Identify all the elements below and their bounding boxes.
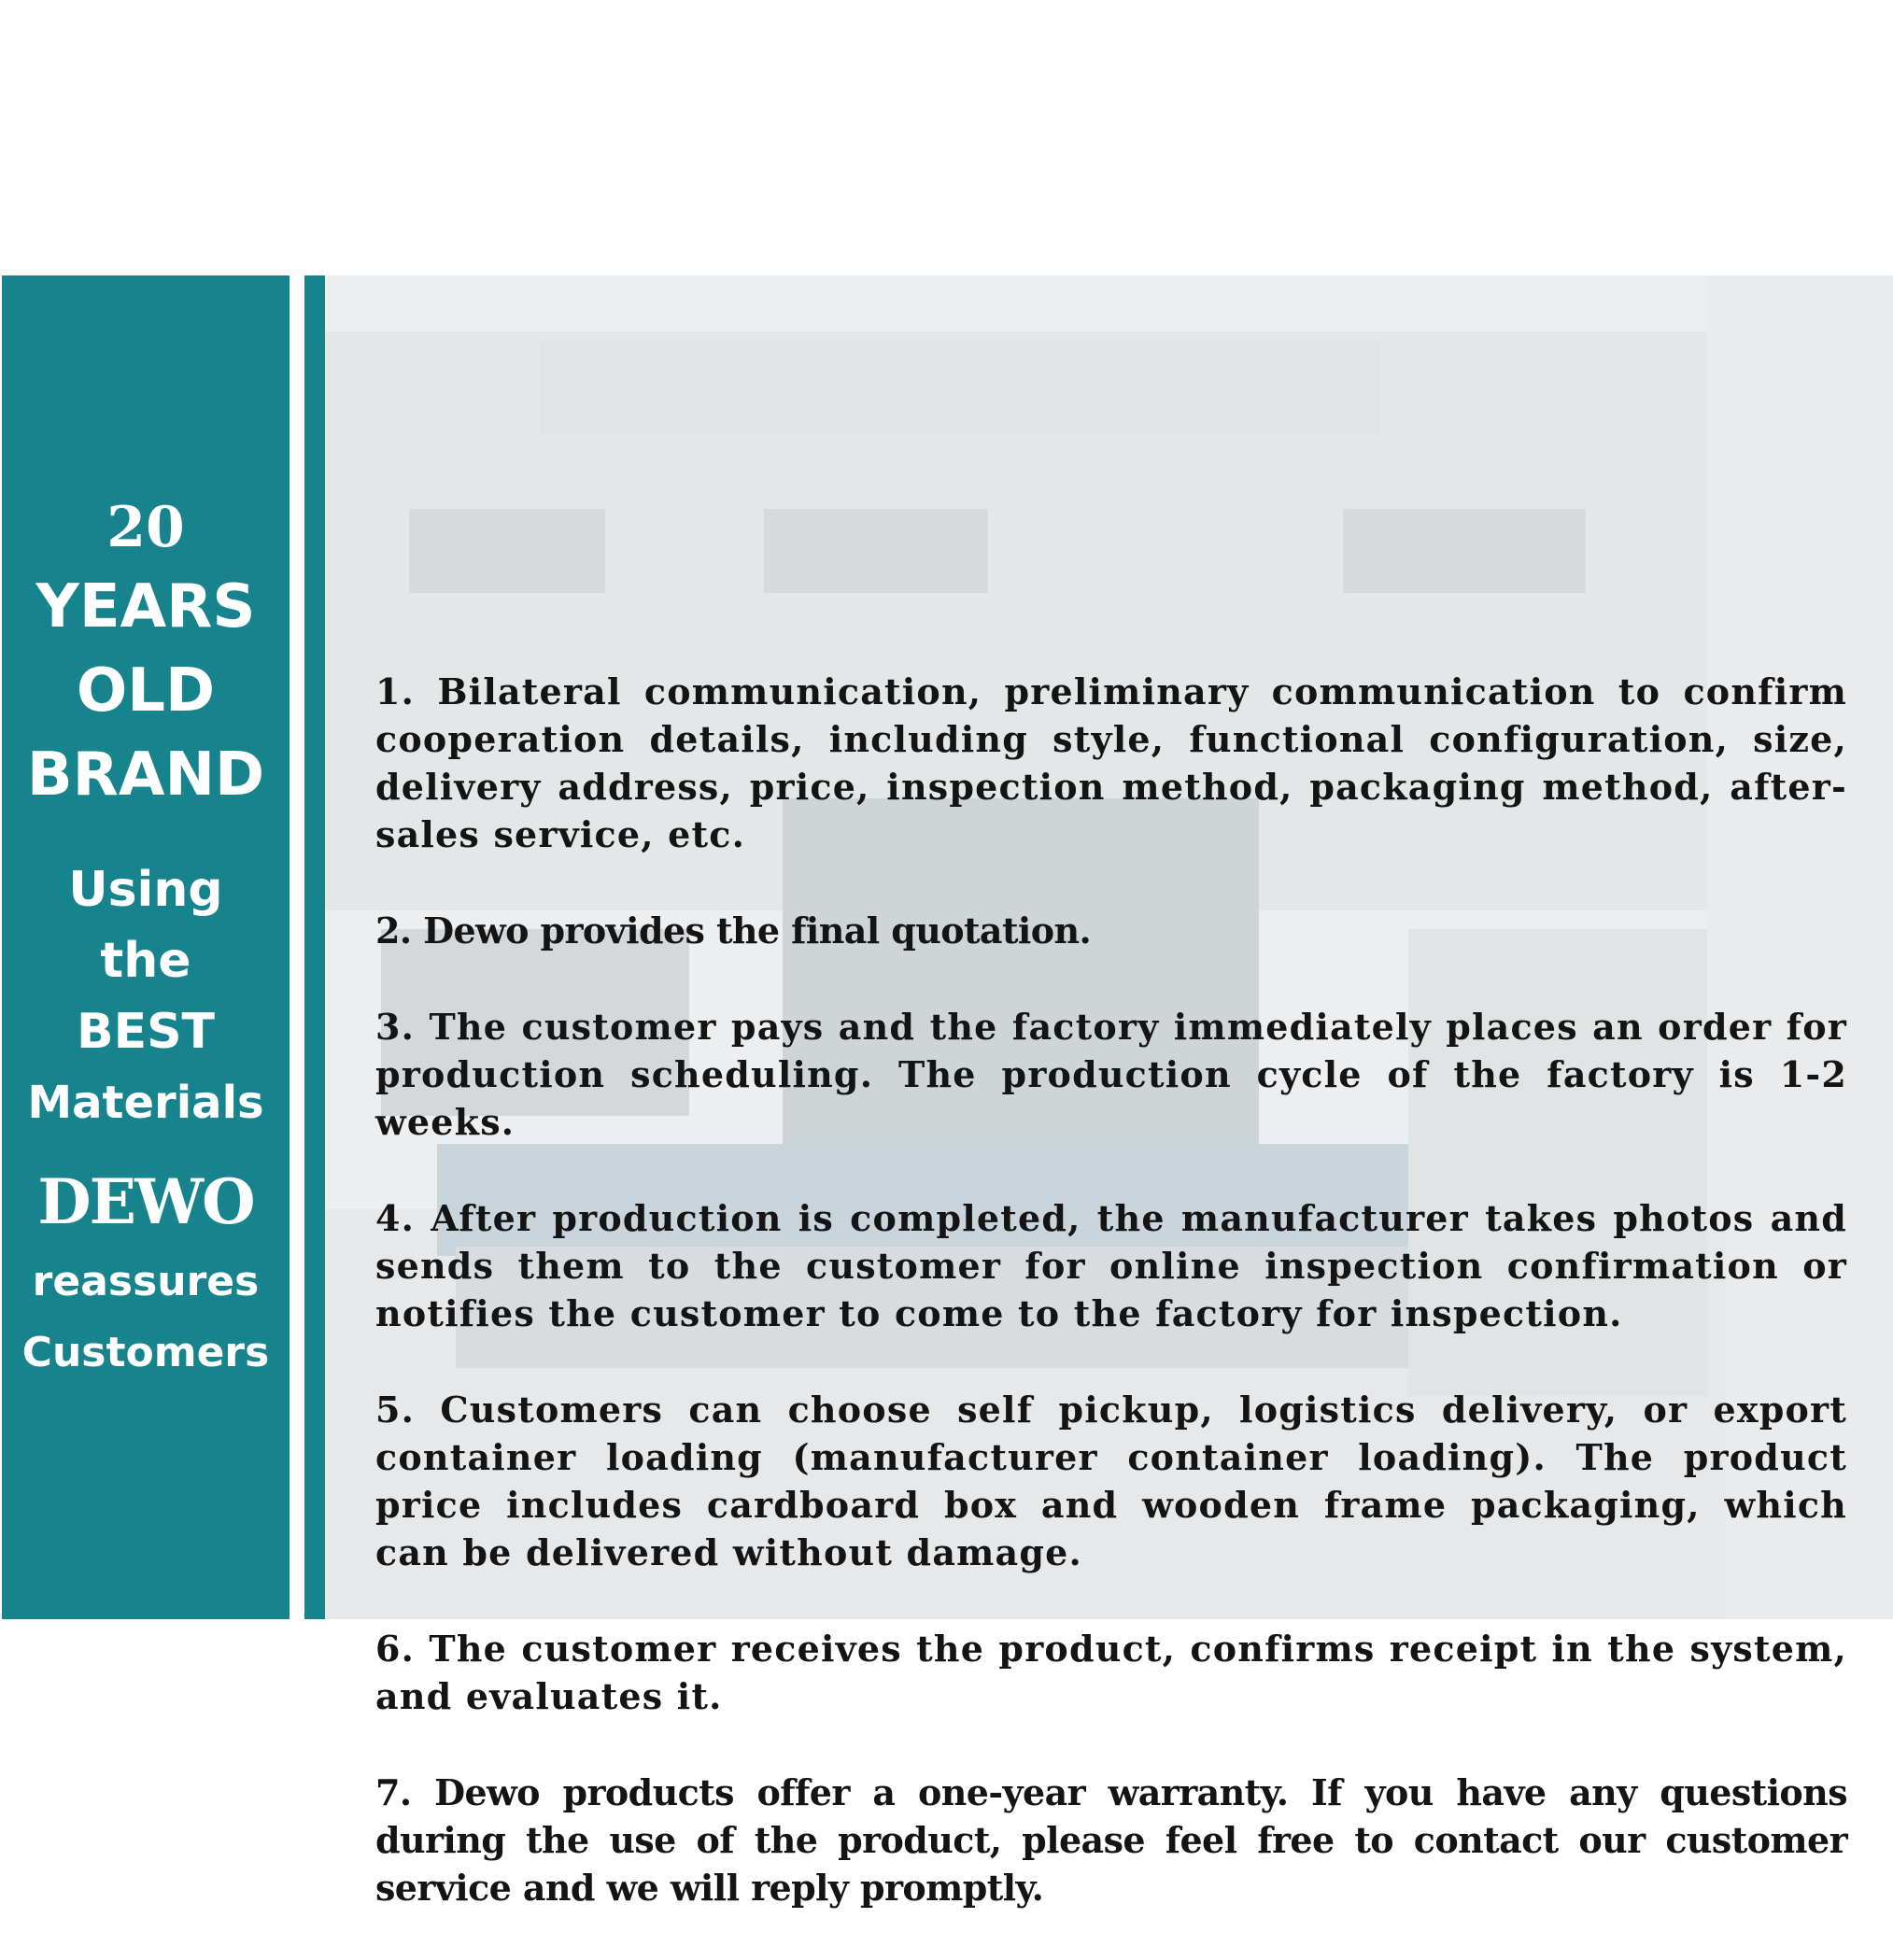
- step-7: 7. Dewo products offer a one-year warranty. If you have any questions during the use of the product, please feel free to contact our customer service and we will reply promptly.: [375, 1771, 1847, 1909]
- step-1: 1. Bilateral communication, preliminary communication to confirm cooperation details, including style, functional configuration, size, delivery address, price, inspection method, packaging method, after-sales service, etc.: [375, 670, 1847, 855]
- step-6: 6. The customer receives the product, confirms receipt in the system, and evaluates it.: [375, 1628, 1847, 1717]
- sidebar-panel: [2, 275, 290, 1619]
- step-5: 5. Customers can choose self pickup, logistics delivery, or export container loading (manufacturer container loading). The product price includes cardboard box and wooden frame packaging, which can be delivered without damage.: [375, 1389, 1847, 1573]
- customers-label: Customers: [21, 1329, 270, 1376]
- brand-label: BRAND: [26, 740, 265, 810]
- step-3: 3. The customer pays and the factory immediately places an order for production scheduling. The production cycle of the factory is 1-2 weeks.: [375, 1006, 1847, 1143]
- process-steps: [375, 668, 1847, 1960]
- best-label: BEST: [76, 1004, 216, 1060]
- materials-label: Materials: [27, 1077, 264, 1129]
- using-label: Using: [68, 862, 223, 918]
- step-2: 2. Dewo provides the final quotation.: [375, 909, 1092, 952]
- banner: [0, 275, 1893, 1909]
- dewo-logo-text: DEWO: [37, 1165, 254, 1238]
- years-label: YEARS: [35, 572, 256, 642]
- reassures-label: reassures: [32, 1258, 260, 1305]
- accent-stripe: [304, 275, 325, 1619]
- step-4: 4. After production is completed, the manufacturer takes photos and sends them to the customer for online inspection confirmation or notifies the customer to come to the factory for inspection.: [375, 1197, 1847, 1334]
- old-label: OLD: [76, 656, 216, 726]
- the-label: the: [100, 933, 191, 989]
- years-number: 20: [106, 495, 185, 560]
